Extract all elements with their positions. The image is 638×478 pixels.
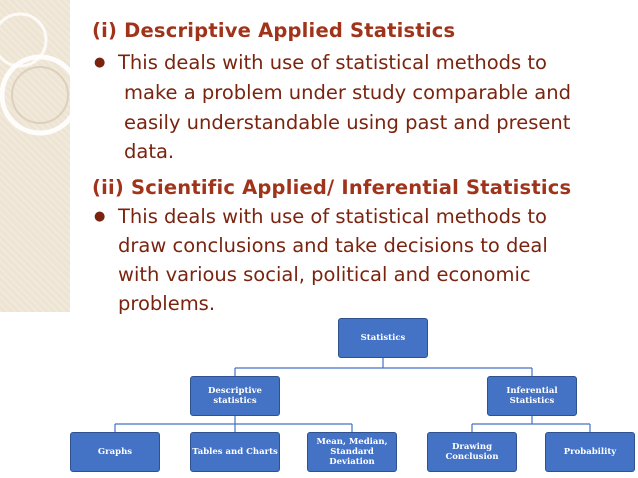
- node-drawing-conclusion: Drawing Conclusion: [427, 432, 517, 472]
- node-inferential-statistics: Inferential Statistics: [487, 376, 577, 416]
- section2-line-3: with various social, political and economic: [118, 263, 531, 286]
- section1-line-3: easily understandable using past and present: [124, 111, 571, 134]
- section2-heading: (ii) Scientific Applied/ Inferential Statistics: [92, 176, 572, 199]
- section1-line-1: This deals with use of statistical methods to: [118, 51, 547, 74]
- section1-heading: (i) Descriptive Applied Statistics: [92, 19, 456, 42]
- section2-line-4: problems.: [118, 292, 216, 315]
- section1-line-2: make a problem under study comparable and: [124, 81, 571, 104]
- node-probability: Probability: [545, 432, 635, 472]
- section1-line-4: data.: [124, 140, 175, 163]
- node-descriptive-statistics: Descriptive statistics: [190, 376, 280, 416]
- section2-line-1: This deals with use of statistical methods to: [118, 205, 547, 228]
- node-mean-median-sd: Mean, Median, Standard Deviation: [307, 432, 397, 472]
- section2-line-2: draw conclusions and take decisions to deal: [118, 234, 548, 257]
- section1-bullet-icon: ●: [94, 55, 106, 70]
- section2-bullet-icon: ●: [94, 209, 106, 224]
- node-graphs: Graphs: [70, 432, 160, 472]
- node-tables-and-charts: Tables and Charts: [190, 432, 280, 472]
- node-statistics: Statistics: [338, 318, 428, 358]
